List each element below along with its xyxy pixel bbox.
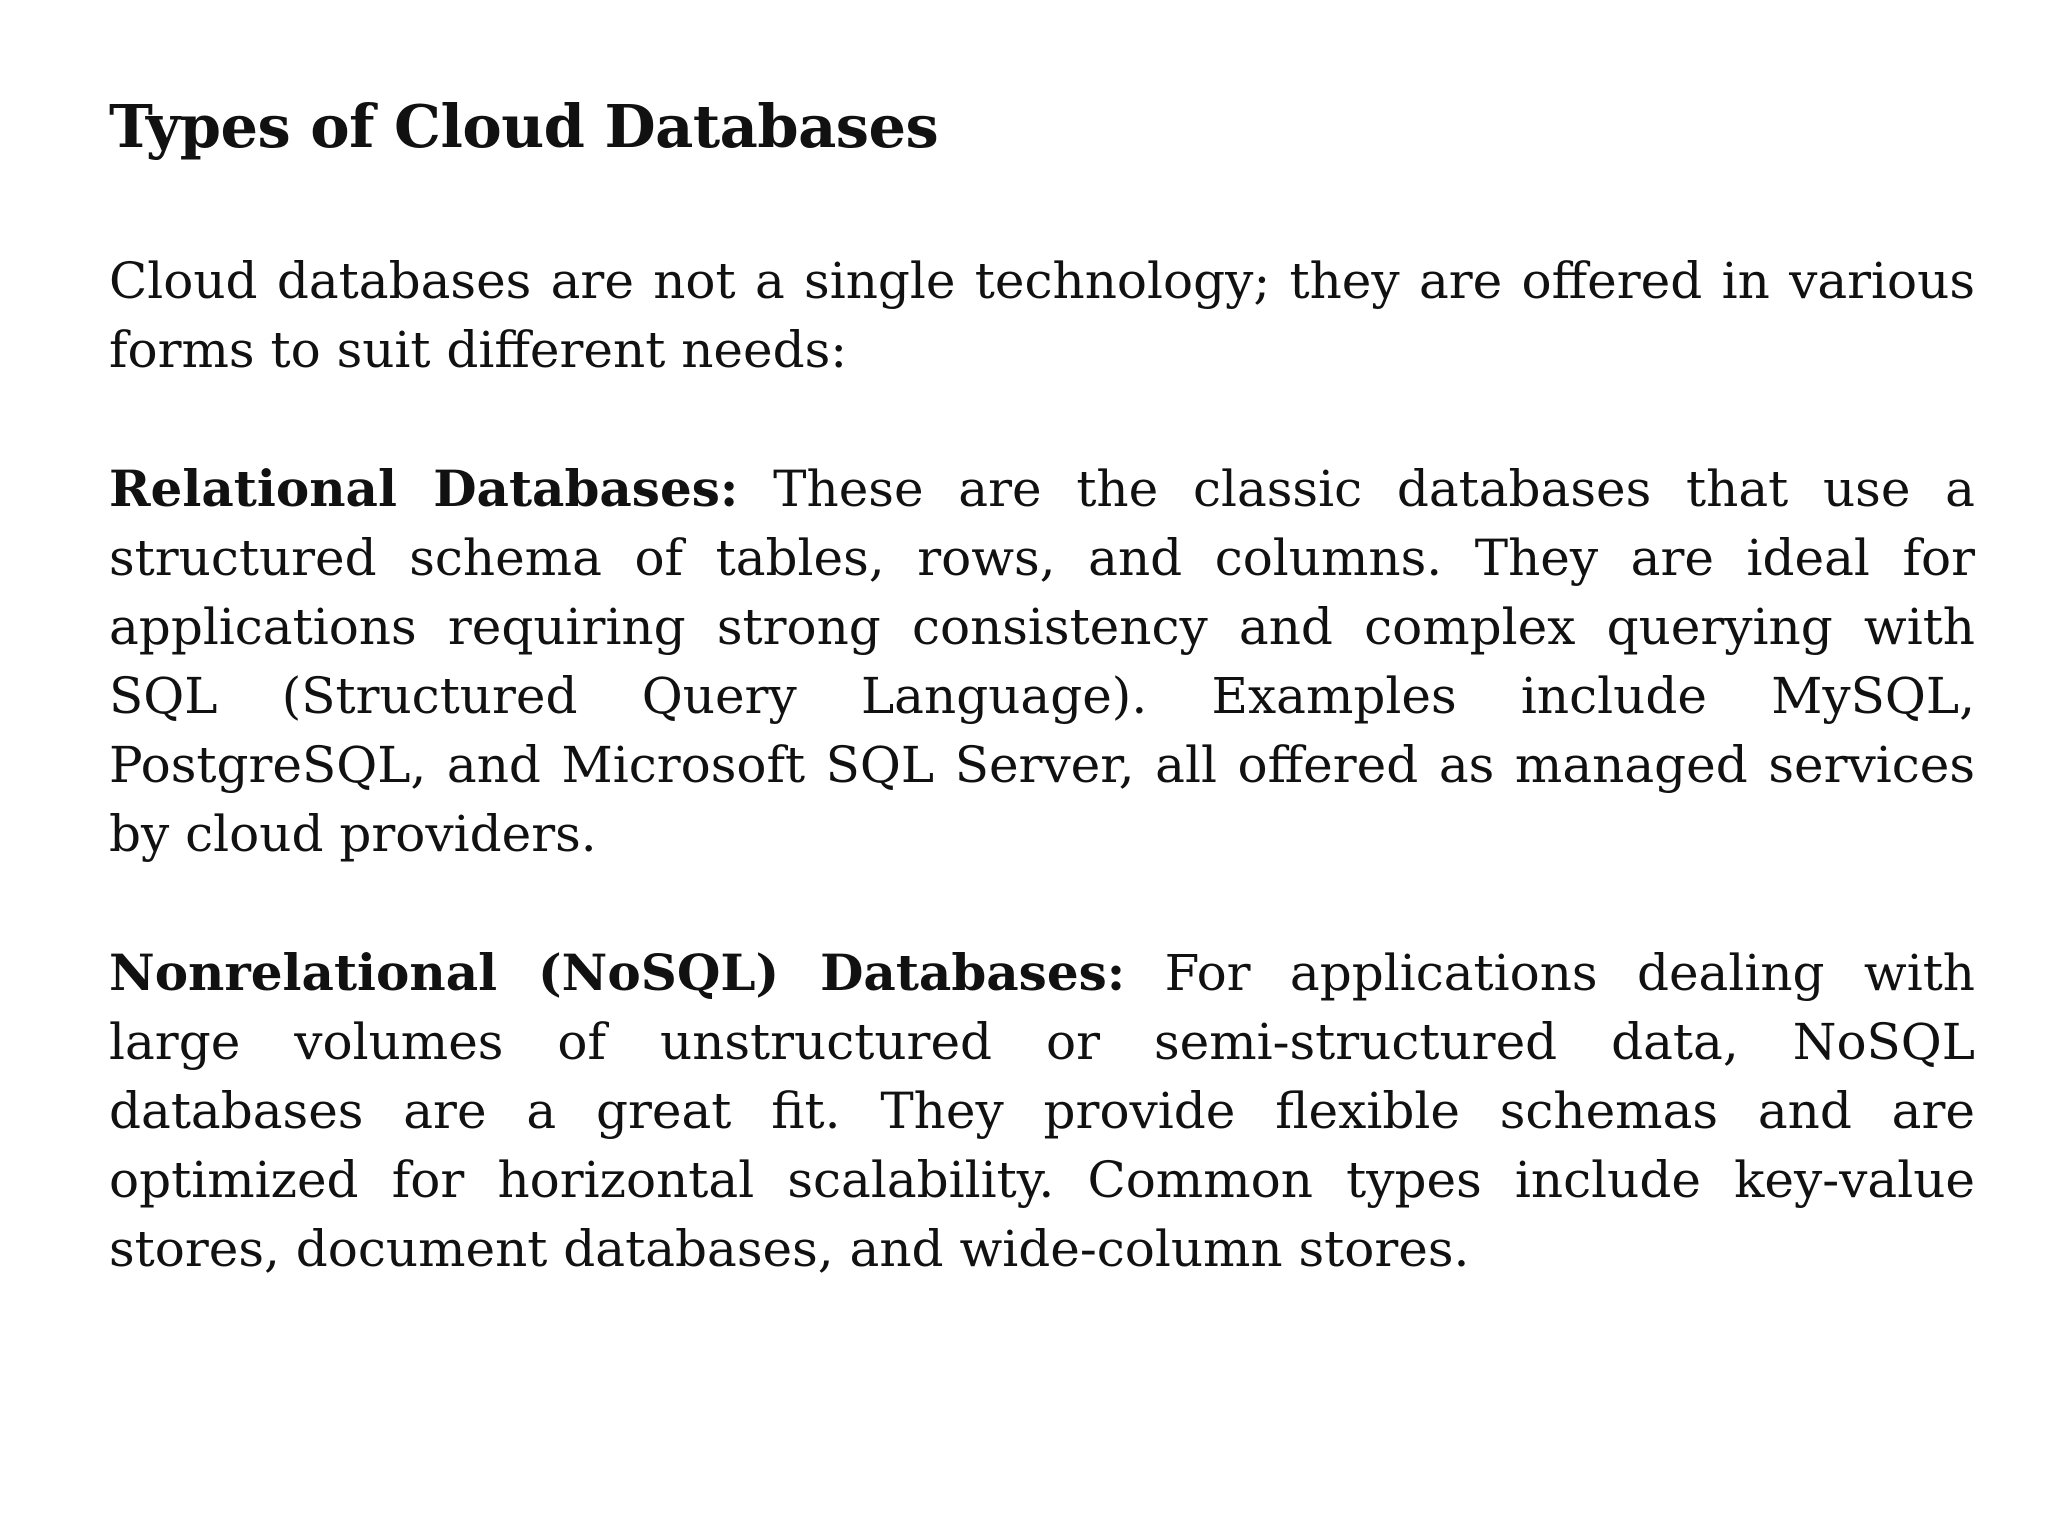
- page-title: Types of Cloud Databases: [109, 92, 939, 161]
- relational-databases-text: These are the classic databases that use a structured schema of tables, rows, and columns. They are ideal for applications requiring strong consistency and complex querying with SQL (Structured Query Language). Examples include MySQL, PostgreSQL, and Microsoft SQL Server, all offered as managed services by cloud providers.: [109, 459, 1975, 863]
- nonrelational-databases-text: For applications dealing with large volumes of unstructured or semi-structured data, NoSQL databases are a great fit. They provide flexible schemas and are optimized for horizontal scalability. Common types include key-value stores, document databases, and wide-column stores.: [109, 943, 1975, 1278]
- nonrelational-databases-heading: Nonrelational (NoSQL) Databases:: [109, 942, 1126, 1002]
- relational-databases-paragraph: [109, 454, 1975, 869]
- intro-paragraph: Cloud databases are not a single technology; they are offered in various forms to suit different needs:: [109, 251, 1975, 379]
- nonrelational-databases-paragraph: [109, 938, 1975, 1284]
- relational-databases-heading: Relational Databases:: [109, 458, 739, 518]
- document-page: [109, 92, 1975, 1284]
